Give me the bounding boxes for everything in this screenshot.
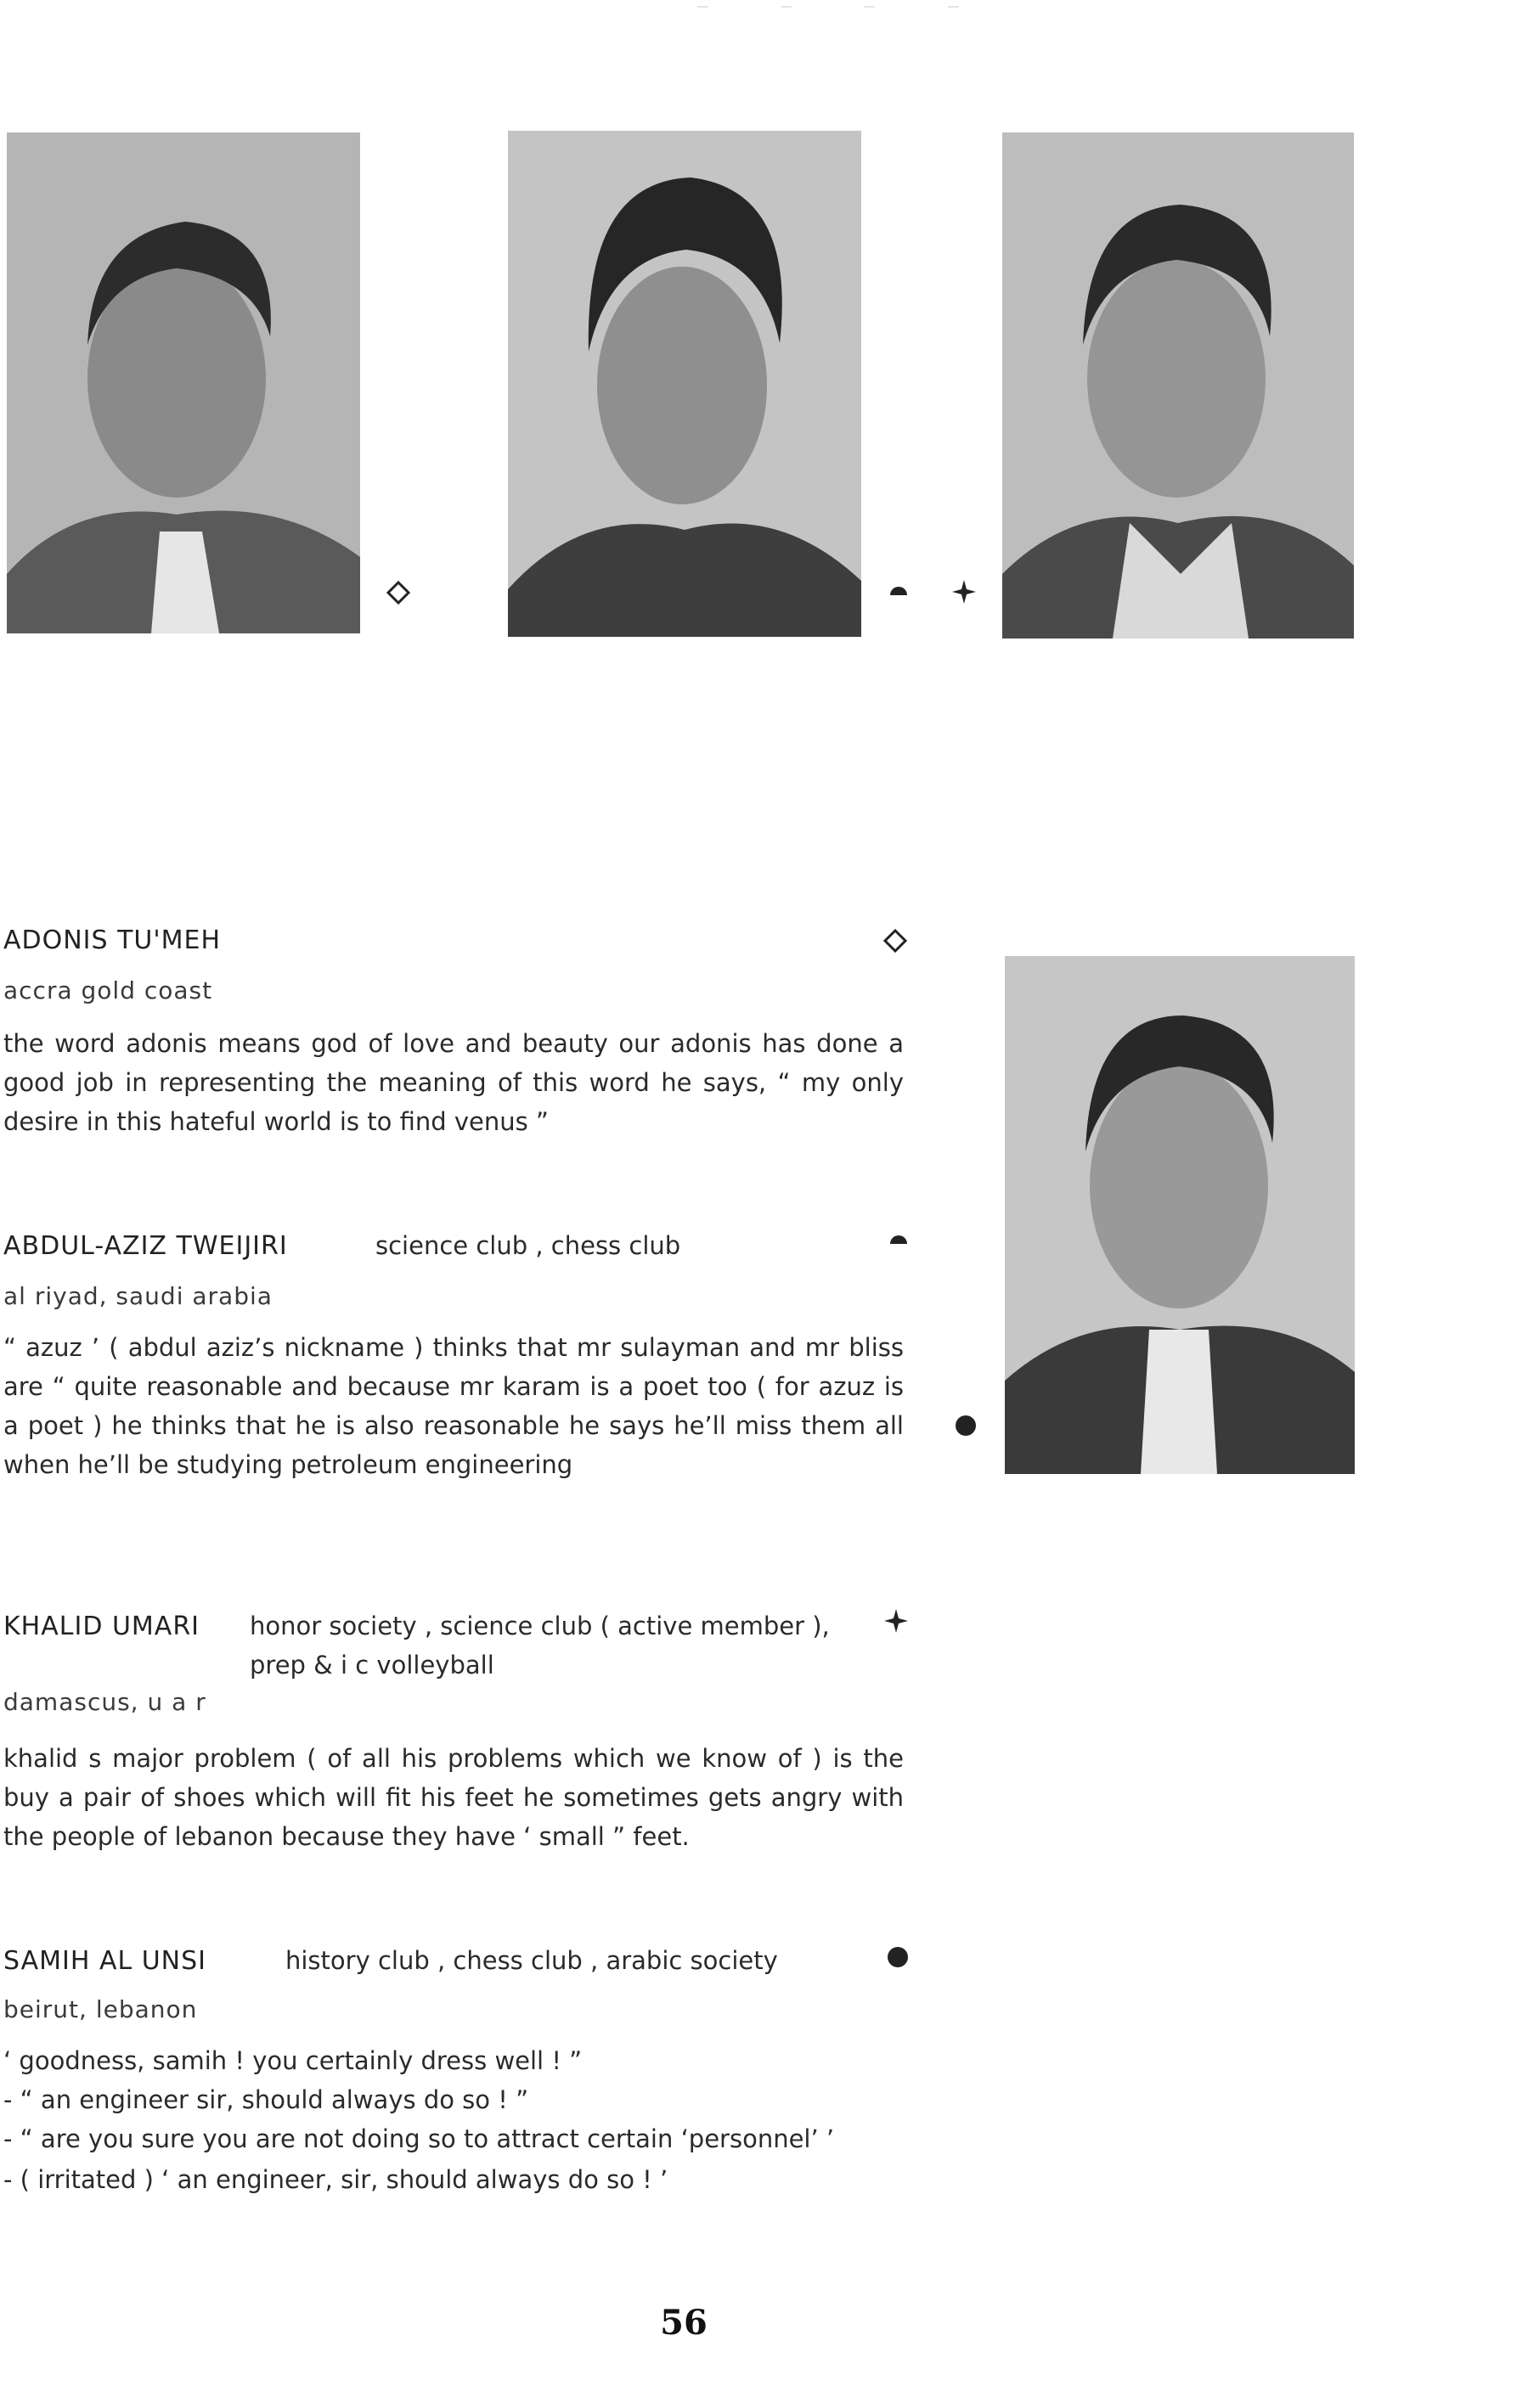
dialogue-line: - “ an engineer sir, should always do so ! ” (3, 2085, 529, 2114)
student-location: accra gold coast (3, 976, 213, 1004)
half-circle-icon (888, 1233, 909, 1245)
student-name: KHALID UMARI (3, 1612, 200, 1641)
student-name: SAMIH AL UNSI (3, 1946, 207, 1976)
diamond-icon (386, 581, 410, 605)
student-clubs: history club , chess club , arabic society (285, 1946, 778, 1975)
student-clubs: honor society , science club ( active member ), prep & i c volleyball (250, 1612, 830, 1679)
dialogue-line: - “ are you sure you are not doing so to attract certain ‘personnel’ ’ (3, 2124, 835, 2153)
student-clubs: science club , chess club (375, 1231, 681, 1260)
filled-circle-icon (887, 1946, 909, 1968)
dialogue-line: ‘ goodness, samih ! you certainly dress well ! ” (3, 2046, 583, 2075)
page-number: 56 (660, 2303, 708, 2343)
student-name: ADONIS TU'MEH (3, 926, 222, 955)
portrait-photo-samih (1005, 956, 1355, 1474)
diamond-icon (883, 929, 907, 953)
star-icon (883, 1608, 909, 1634)
student-name: ABDUL-AZIZ TWEIJIRI (3, 1231, 288, 1261)
dialogue-line: - ( irritated ) ‘ an engineer, sir, should always do so ! ’ (3, 2165, 668, 2194)
student-location: al riyad, saudi arabia (3, 1282, 273, 1310)
scan-artifact-marks: — — — — (696, 0, 994, 14)
filled-circle-icon (955, 1415, 977, 1437)
student-location: damascus, u a r (3, 1688, 206, 1716)
student-location: beirut, lebanon (3, 1995, 198, 2023)
star-icon (951, 579, 977, 605)
student-bio: khalid s major problem ( of all his problems which we know of ) is the buy a pair of shoes which will fit his feet he sometimes gets angry with the people of lebanon because they have ‘ small ” feet. (3, 1744, 904, 1851)
student-bio: “ azuz ’ ( abdul aziz’s nickname ) thinks that mr sulayman and mr bliss are “ quite reasonable and because mr karam is a poet too ( for azuz is a poet ) he thinks that he is also reasonable he says he’ll miss them all when he’ll be studying petroleum engineering (3, 1333, 904, 1479)
student-bio: the word adonis means god of love and beauty our adonis has done a good job in representing the meaning of this word he says, “ my only desire in this hateful world is to find venus ” (3, 1029, 904, 1136)
half-circle-icon (888, 584, 909, 596)
portrait-photo-adonis (7, 132, 360, 633)
portrait-photo-abdul-aziz (508, 131, 861, 637)
portrait-photo-khalid (1002, 132, 1354, 639)
